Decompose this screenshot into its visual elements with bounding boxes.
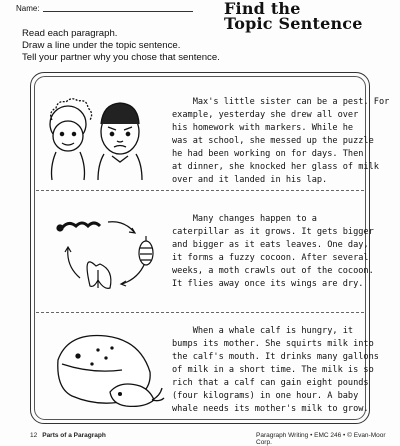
paragraph-line: When a whale calf is hungry, it bbox=[172, 326, 354, 336]
name-label: Name: bbox=[16, 4, 40, 13]
whale-illustration bbox=[48, 320, 168, 415]
paragraph-line: he had been working on for days. Then bbox=[172, 149, 364, 159]
paragraph-line: and bigger as it eats leaves. One day, bbox=[172, 240, 369, 250]
paragraph-line: example, yesterday she drew all over bbox=[172, 110, 359, 120]
paragraph-line: caterpillar as it grows. It gets bigger bbox=[172, 227, 374, 237]
instruction-line: Tell your partner why you chose that sentence. bbox=[22, 52, 220, 63]
paragraph-line: rich that a calf can gain eight pounds bbox=[172, 378, 369, 388]
paragraph-line: Max's little sister can be a pest. For bbox=[172, 97, 390, 107]
paragraph-line: his homework with markers. While he bbox=[172, 123, 354, 133]
instructions bbox=[22, 28, 220, 64]
page-title bbox=[224, 1, 394, 31]
paragraph-line: over and it landed in his lap. bbox=[172, 175, 328, 185]
section-divider bbox=[36, 190, 364, 191]
title-line-1: Find the bbox=[224, 0, 301, 18]
paragraph-line: of milk in a short time. The milk is so bbox=[172, 365, 374, 375]
paragraph-line: was at school, she messed up the puzzle bbox=[172, 136, 374, 146]
section-divider bbox=[36, 312, 364, 313]
page-number: 12 bbox=[30, 432, 38, 439]
instruction-line: Draw a line under the topic sentence. bbox=[22, 40, 181, 51]
title-line-2: Topic Sentence bbox=[224, 14, 363, 33]
paragraph-line: bumps its mother. She squirts milk into bbox=[172, 339, 374, 349]
paragraph-3 bbox=[172, 325, 379, 416]
paragraph-line: (four kilograms) in one hour. A baby bbox=[172, 391, 359, 401]
paragraph-line: weeks, a moth crawls out of the cocoon. bbox=[172, 266, 374, 276]
footer-credit: Paragraph Writing • EMC 246 • © Evan-Moor Corp. bbox=[256, 432, 386, 446]
name-field bbox=[16, 4, 193, 13]
paragraph-line: the calf's mouth. It drinks many gallons bbox=[172, 352, 379, 362]
paragraph-line: Many changes happen to a bbox=[172, 214, 317, 224]
paragraph-2 bbox=[172, 213, 374, 291]
paragraph-line: it forms a fuzzy cocoon. After several bbox=[172, 253, 369, 263]
section-label: Parts of a Paragraph bbox=[42, 432, 106, 439]
caterpillar-cycle-illustration bbox=[50, 208, 165, 298]
paragraph-line: at dinner, she knocked her glass of milk bbox=[172, 162, 379, 172]
siblings-illustration bbox=[42, 90, 162, 182]
paragraph-line: It flies away once its wings are dry. bbox=[172, 279, 364, 289]
name-blank-line[interactable] bbox=[43, 11, 193, 12]
paragraph-line: whale needs its mother's milk to grow. bbox=[172, 404, 369, 414]
instruction-line: Read each paragraph. bbox=[22, 28, 118, 39]
footer-left bbox=[30, 432, 106, 439]
paragraph-1 bbox=[172, 96, 390, 187]
